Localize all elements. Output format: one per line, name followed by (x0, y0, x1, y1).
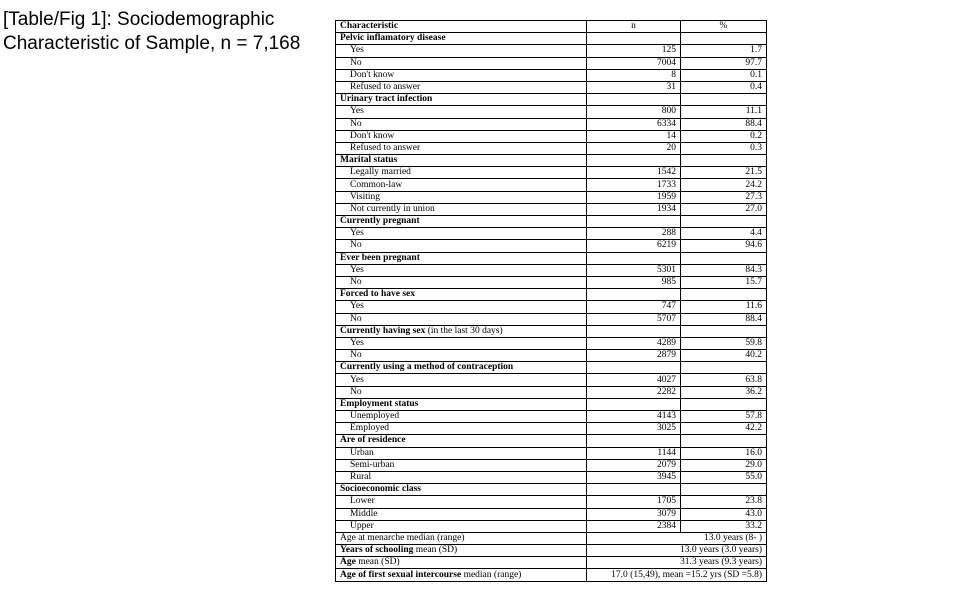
row-percent: 15.7 (681, 276, 767, 288)
row-label: Rural (336, 471, 587, 483)
table-row (336, 81, 767, 93)
row-percent: 97.7 (681, 57, 767, 69)
row-n: 4027 (587, 374, 681, 386)
summary-label (336, 569, 587, 581)
group-header-row (336, 94, 767, 106)
table-row (336, 228, 767, 240)
table-row (336, 374, 767, 386)
row-label: No (336, 276, 587, 288)
table-row (336, 191, 767, 203)
row-label: Yes (336, 45, 587, 57)
group-header-row (336, 484, 767, 496)
empty-cell (587, 435, 681, 447)
summary-row (336, 569, 767, 581)
table-row (336, 313, 767, 325)
table-row (336, 264, 767, 276)
group-header-row (336, 155, 767, 167)
group-title: Pelvic inflamatory disease (340, 33, 446, 44)
group-label (336, 33, 587, 45)
row-n: 4143 (587, 411, 681, 423)
row-percent: 21.5 (681, 167, 767, 179)
group-label (336, 325, 587, 337)
row-label: No (336, 118, 587, 130)
row-n: 1959 (587, 191, 681, 203)
group-header-row (336, 398, 767, 410)
table-row (336, 423, 767, 435)
empty-cell (681, 155, 767, 167)
empty-cell (587, 362, 681, 374)
sociodemographic-table (335, 20, 767, 582)
row-percent: 0.1 (681, 69, 767, 81)
row-percent: 63.8 (681, 374, 767, 386)
summary-value: 13.0 years (3.0 years) (587, 545, 767, 557)
row-n: 3945 (587, 471, 681, 483)
row-label: Upper (336, 520, 587, 532)
group-label (336, 484, 587, 496)
group-title: Socioeconomic class (340, 484, 422, 495)
row-label: Middle (336, 508, 587, 520)
header-n: n (587, 21, 681, 33)
summary-label-text: median (range) (461, 569, 522, 580)
row-n: 2879 (587, 350, 681, 362)
row-n: 31 (587, 81, 681, 93)
group-label (336, 435, 587, 447)
row-n: 1542 (587, 167, 681, 179)
summary-row (336, 545, 767, 557)
empty-cell (681, 484, 767, 496)
table-row (336, 496, 767, 508)
row-n: 800 (587, 106, 681, 118)
row-n: 1733 (587, 179, 681, 191)
row-percent: 43.0 (681, 508, 767, 520)
empty-cell (681, 398, 767, 410)
row-n: 1705 (587, 496, 681, 508)
group-label (336, 398, 587, 410)
row-n: 2384 (587, 520, 681, 532)
empty-cell (681, 33, 767, 45)
row-n: 125 (587, 45, 681, 57)
group-label (336, 216, 587, 228)
empty-cell (681, 325, 767, 337)
table-row (336, 386, 767, 398)
group-title-suffix: (in the last 30 days) (425, 325, 503, 336)
row-percent: 88.4 (681, 118, 767, 130)
row-percent: 59.8 (681, 337, 767, 349)
table-header-row (336, 21, 767, 33)
empty-cell (681, 252, 767, 264)
table-row (336, 118, 767, 130)
row-label: Don't know (336, 130, 587, 142)
row-percent: 4.4 (681, 228, 767, 240)
row-percent: 84.3 (681, 264, 767, 276)
group-header-row (336, 252, 767, 264)
group-label (336, 94, 587, 106)
row-label: Lower (336, 496, 587, 508)
group-header-row (336, 435, 767, 447)
table-row (336, 276, 767, 288)
group-header-row (336, 362, 767, 374)
row-n: 1934 (587, 203, 681, 215)
group-title: Ever been pregnant (340, 252, 420, 263)
table-row (336, 167, 767, 179)
table-row (336, 130, 767, 142)
group-title: Currently pregnant (340, 216, 420, 227)
group-title: Employment status (340, 398, 419, 409)
row-label: Yes (336, 106, 587, 118)
row-percent: 40.2 (681, 350, 767, 362)
row-percent: 88.4 (681, 313, 767, 325)
empty-cell (587, 398, 681, 410)
header-characteristic: Characteristic (336, 21, 587, 33)
empty-cell (587, 325, 681, 337)
row-label: Common-law (336, 179, 587, 191)
row-n: 4289 (587, 337, 681, 349)
table-row (336, 69, 767, 81)
row-label: No (336, 386, 587, 398)
row-label: Yes (336, 301, 587, 313)
summary-label-text: mean (SD) (355, 557, 400, 568)
empty-cell (681, 94, 767, 106)
row-percent: 0.2 (681, 130, 767, 142)
row-n: 5301 (587, 264, 681, 276)
row-label: Legally married (336, 167, 587, 179)
empty-cell (587, 252, 681, 264)
group-header-row (336, 289, 767, 301)
table-row (336, 57, 767, 69)
summary-label-bold: Years of schooling (340, 545, 414, 556)
table-row (336, 106, 767, 118)
summary-label-text: Age at menarche median (range) (340, 532, 465, 543)
row-percent: 36.2 (681, 386, 767, 398)
empty-cell (681, 289, 767, 301)
group-header-row (336, 33, 767, 45)
row-n: 20 (587, 142, 681, 154)
empty-cell (681, 362, 767, 374)
group-label (336, 289, 587, 301)
row-percent: 57.8 (681, 411, 767, 423)
header-percent: % (681, 21, 767, 33)
table-row (336, 447, 767, 459)
row-label: Employed (336, 423, 587, 435)
table-row (336, 301, 767, 313)
summary-label-text: mean (SD) (413, 545, 458, 556)
summary-value: 31.3 years (9.3 years) (587, 557, 767, 569)
row-percent: 16.0 (681, 447, 767, 459)
row-percent: 94.6 (681, 240, 767, 252)
summary-label (336, 532, 587, 544)
empty-cell (587, 155, 681, 167)
empty-cell (587, 33, 681, 45)
row-percent: 1.7 (681, 45, 767, 57)
summary-label-bold: Age of first sexual intercourse (340, 569, 462, 580)
group-header-row (336, 325, 767, 337)
row-n: 985 (587, 276, 681, 288)
table-row (336, 508, 767, 520)
row-n: 2282 (587, 386, 681, 398)
table-row (336, 411, 767, 423)
row-label: No (336, 57, 587, 69)
group-title: Currently having sex (340, 325, 426, 336)
group-title: Are of residence (340, 435, 406, 446)
table-row (336, 350, 767, 362)
group-title: Urinary tract infection (340, 94, 433, 105)
summary-label (336, 557, 587, 569)
row-n: 288 (587, 228, 681, 240)
row-percent: 11.6 (681, 301, 767, 313)
row-label: Visiting (336, 191, 587, 203)
row-percent: 0.3 (681, 142, 767, 154)
table-row (336, 45, 767, 57)
summary-label-bold: Age (340, 557, 356, 568)
group-label (336, 252, 587, 264)
table-row (336, 203, 767, 215)
group-title: Currently using a method of contraception (340, 362, 514, 373)
summary-row (336, 532, 767, 544)
empty-cell (681, 216, 767, 228)
row-percent: 42.2 (681, 423, 767, 435)
row-percent: 55.0 (681, 471, 767, 483)
table-row (336, 520, 767, 532)
row-n: 6219 (587, 240, 681, 252)
row-n: 747 (587, 301, 681, 313)
table-row (336, 471, 767, 483)
row-label: No (336, 240, 587, 252)
row-label: Refused to answer (336, 142, 587, 154)
row-label: No (336, 350, 587, 362)
row-n: 3025 (587, 423, 681, 435)
row-label: Don't know (336, 69, 587, 81)
row-n: 6334 (587, 118, 681, 130)
group-label (336, 362, 587, 374)
row-label: Yes (336, 374, 587, 386)
group-label (336, 155, 587, 167)
table-row (336, 337, 767, 349)
row-label: No (336, 313, 587, 325)
row-percent: 23.8 (681, 496, 767, 508)
row-percent: 27.0 (681, 203, 767, 215)
row-percent: 33.2 (681, 520, 767, 532)
summary-value: 13.0 years (8- ) (587, 532, 767, 544)
row-n: 7004 (587, 57, 681, 69)
table-row (336, 179, 767, 191)
empty-cell (587, 289, 681, 301)
empty-cell (587, 216, 681, 228)
row-n: 8 (587, 69, 681, 81)
row-label: Unemployed (336, 411, 587, 423)
row-label: Not currently in union (336, 203, 587, 215)
summary-row (336, 557, 767, 569)
table-row (336, 240, 767, 252)
row-label: Yes (336, 337, 587, 349)
table-row (336, 142, 767, 154)
row-n: 3079 (587, 508, 681, 520)
group-header-row (336, 216, 767, 228)
row-n: 2079 (587, 459, 681, 471)
row-percent: 11.1 (681, 106, 767, 118)
row-percent: 29.0 (681, 459, 767, 471)
empty-cell (587, 484, 681, 496)
row-n: 5707 (587, 313, 681, 325)
figure-title: [Table/Fig 1]: Sociodemographic Characteristic of Sample, n = 7,168 (3, 9, 301, 54)
empty-cell (681, 435, 767, 447)
group-title: Marital status (340, 155, 398, 166)
row-label: Yes (336, 264, 587, 276)
row-n: 14 (587, 130, 681, 142)
row-label: Urban (336, 447, 587, 459)
row-label: Refused to answer (336, 81, 587, 93)
empty-cell (587, 94, 681, 106)
summary-value: 17.0 (15,49), mean =15.2 yrs (SD =5.8) (587, 569, 767, 581)
row-n: 1144 (587, 447, 681, 459)
row-percent: 27.3 (681, 191, 767, 203)
row-label: Semi-urban (336, 459, 587, 471)
table-row (336, 459, 767, 471)
summary-label (336, 545, 587, 557)
row-percent: 0.4 (681, 81, 767, 93)
group-title: Forced to have sex (340, 289, 416, 300)
row-label: Yes (336, 228, 587, 240)
row-percent: 24.2 (681, 179, 767, 191)
